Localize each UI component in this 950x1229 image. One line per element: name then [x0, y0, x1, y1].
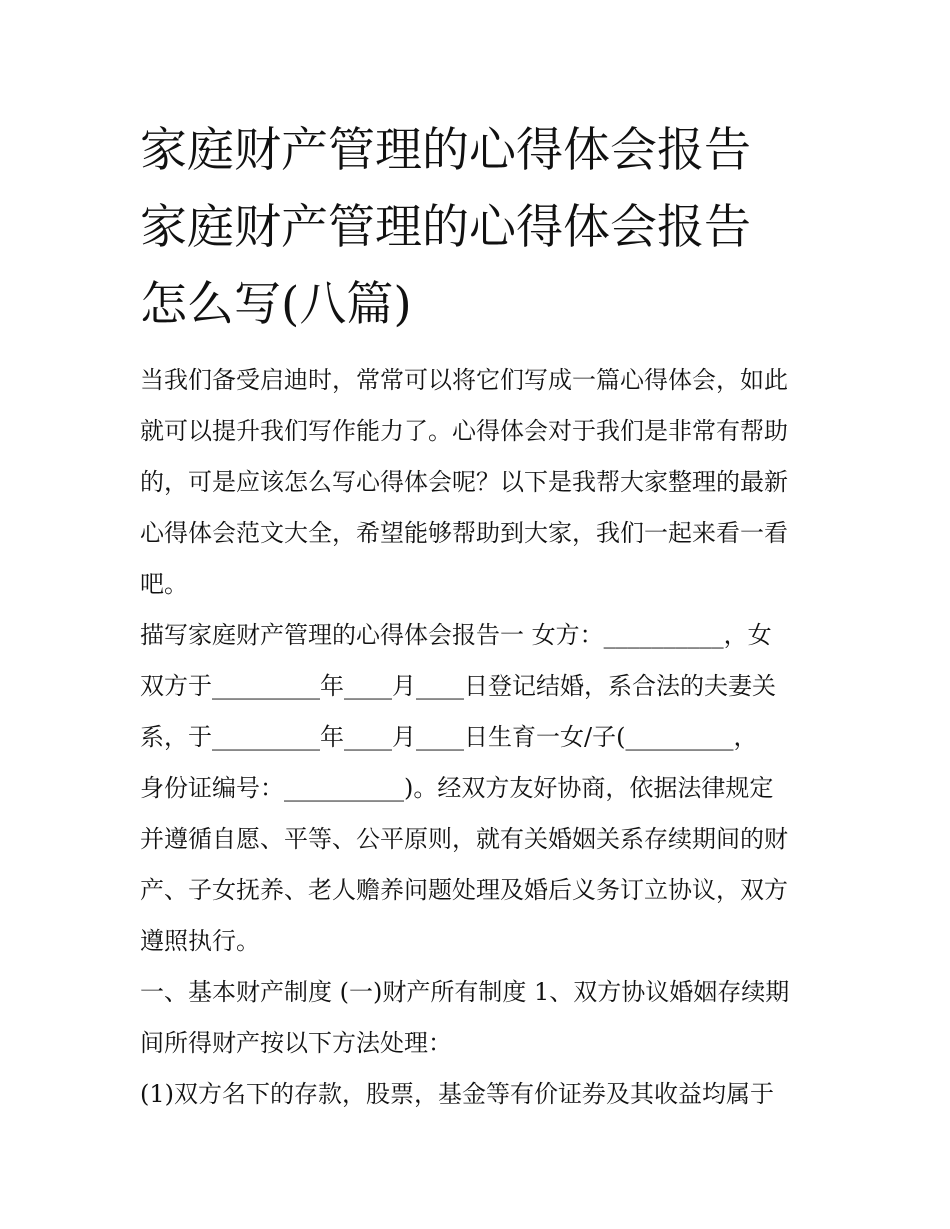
text-line: 系，于_________年____月____日生育一女/子(_________，	[140, 723, 758, 751]
document-title	[140, 112, 840, 343]
text-line: 当我们备受启迪时，常常可以将它们写成一篇心得体会，如此	[140, 366, 788, 394]
document-body	[140, 355, 820, 1120]
text-line: (1)双方名下的存款，股票，基金等有价证券及其收益均属于	[140, 1080, 774, 1108]
text-line: 双方于_________年____月____日登记结婚，系合法的夫妻关	[140, 672, 776, 700]
clause-paragraph	[140, 1069, 820, 1120]
text-line: 产、子女抚养、老人赡养问题处理及婚后义务订立协议，双方	[140, 876, 788, 904]
title-line: 怎么写(八篇)	[140, 277, 412, 332]
text-line: 心得体会范文大全，希望能够帮助到大家，我们一起来看一看	[140, 519, 788, 547]
text-line: 身份证编号：__________)。经双方友好协商，依据法律规定	[140, 774, 774, 802]
intro-paragraph	[140, 355, 820, 610]
text-line: 吧。	[140, 570, 188, 598]
text-line: 一、基本财产制度 (一)财产所有制度 1、双方协议婚姻存续期	[140, 978, 790, 1006]
agreement-paragraph	[140, 610, 820, 967]
text-line: 的，可是应该怎么写心得体会呢？以下是我帮大家整理的最新	[140, 468, 788, 496]
title-line: 家庭财产管理的心得体会报告	[140, 200, 751, 255]
text-line: 遵照执行。	[140, 927, 260, 955]
title-line: 家庭财产管理的心得体会报告	[140, 123, 751, 178]
text-line: 就可以提升我们写作能力了。心得体会对于我们是非常有帮助	[140, 417, 788, 445]
text-line: 并遵循自愿、平等、公平原则，就有关婚姻关系存续期间的财	[140, 825, 788, 853]
section-paragraph	[140, 967, 820, 1069]
text-line: 间所得财产按以下方法处理：	[140, 1029, 452, 1057]
text-line: 描写家庭财产管理的心得体会报告一 女方：__________，女	[140, 621, 772, 649]
